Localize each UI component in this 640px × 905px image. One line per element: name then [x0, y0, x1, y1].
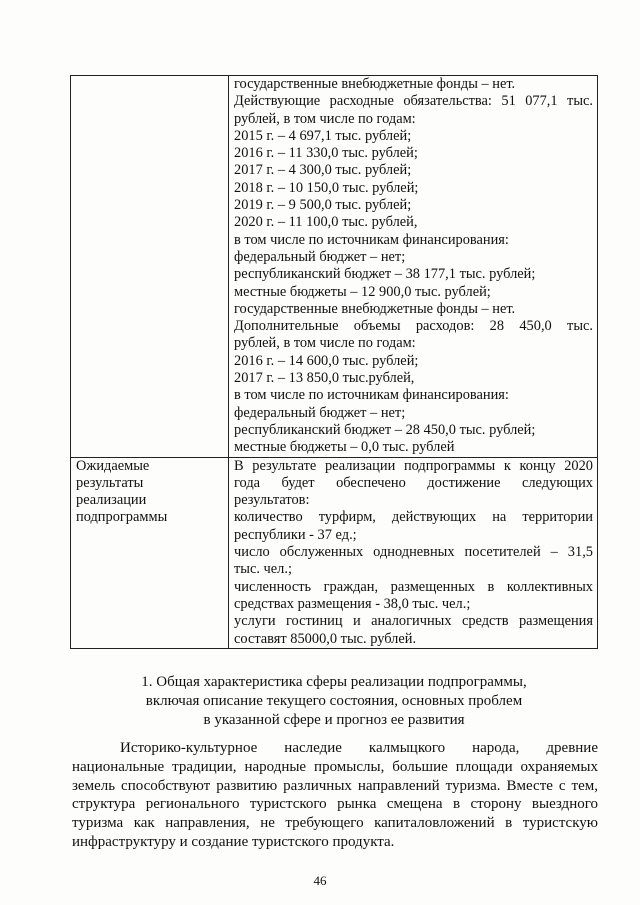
- results-line: составят 85000,0 тыс. рублей.: [234, 630, 417, 647]
- funding-line: 2016 г. – 11 330,0 тыс. рублей;: [234, 145, 418, 162]
- body-paragraph: [72, 739, 598, 852]
- funding-line: государственные внебюджетные фонды – нет.: [234, 300, 516, 317]
- funding-line: федеральный бюджет – нет;: [234, 404, 406, 421]
- paragraph-line: Историко-культурное наследие калмыцкого народа, древние: [120, 740, 598, 756]
- funding-line: в том числе по источникам финансирования:: [234, 231, 509, 248]
- heading-line: в указанной сфере и прогноз ее развития: [203, 712, 465, 728]
- passport-table: [70, 75, 598, 649]
- results-line: республики - 37 ед.;: [234, 526, 357, 543]
- results-line: численность граждан, размещенных в коллективных: [234, 578, 593, 595]
- funding-line: федеральный бюджет – нет;: [234, 248, 406, 265]
- table-row: [71, 457, 598, 648]
- funding-line: 2017 г. – 13 850,0 тыс.рублей,: [234, 370, 415, 387]
- label-line: Ожидаемые: [76, 457, 150, 474]
- funding-line: 2015 г. – 4 697,1 тыс. рублей;: [234, 127, 412, 144]
- paragraph-line: структура регионального туристского рынка смещена в сторону выездного: [72, 796, 598, 813]
- expected-results-cell: [229, 457, 598, 648]
- expected-results-label: [71, 457, 229, 648]
- funding-cell: [229, 76, 598, 458]
- paragraph-line: земель способствуют развитию различных направлений туризма. Вместе с тем,: [72, 777, 598, 794]
- section-heading: [70, 673, 598, 730]
- funding-line: рублей, в том числе по годам:: [234, 110, 416, 127]
- results-line: В результате реализации подпрограммы к концу 2020: [234, 457, 593, 474]
- funding-line: местные бюджеты – 12 900,0 тыс. рублей;: [234, 283, 491, 300]
- paragraph-line: национальные традиции, народные промыслы, большие площади охраняемых: [72, 758, 598, 775]
- table-row: [71, 76, 598, 458]
- label-line: реализации: [76, 492, 147, 509]
- label-line: подпрограммы: [76, 509, 168, 526]
- funding-line: в том числе по источникам финансирования:: [234, 387, 509, 404]
- results-line: результатов:: [234, 492, 310, 509]
- results-line: года будет обеспечено достижение следующих: [234, 474, 593, 491]
- funding-line: республиканский бюджет – 38 177,1 тыс. рублей;: [234, 266, 536, 283]
- funding-line: Действующие расходные обязательства: 51 077,1 тыс.: [234, 93, 593, 110]
- results-line: тыс. чел.;: [234, 561, 292, 578]
- results-line: услуги гостиниц и аналогичных средств размещения: [234, 613, 593, 630]
- funding-line: 2017 г. – 4 300,0 тыс. рублей;: [234, 162, 412, 179]
- funding-line: рублей, в том числе по годам:: [234, 335, 416, 352]
- row-label-empty: [71, 76, 229, 458]
- funding-line: Дополнительные объемы расходов: 28 450,0 тыс.: [234, 318, 593, 335]
- results-line: число обслуженных однодневных посетителей – 31,5: [234, 544, 593, 561]
- results-line: количество турфирм, действующих на территории: [234, 509, 593, 526]
- funding-line: государственные внебюджетные фонды – нет.: [234, 76, 516, 92]
- heading-line: 1. Общая характеристика сферы реализации подпрограммы,: [141, 674, 527, 690]
- funding-line: местные бюджеты – 0,0 тыс. рублей: [234, 439, 455, 456]
- funding-line: 2020 г. – 11 100,0 тыс. рублей,: [234, 214, 418, 231]
- funding-line: республиканский бюджет – 28 450,0 тыс. рублей;: [234, 421, 536, 438]
- page-number: 46: [313, 873, 327, 888]
- label-line: результаты: [76, 474, 144, 491]
- results-line: средствах размещения - 38,0 тыс. чел.;: [234, 595, 471, 612]
- funding-line: 2018 г. – 10 150,0 тыс. рублей;: [234, 179, 419, 196]
- heading-line: включая описание текущего состояния, основных проблем: [145, 693, 523, 709]
- paragraph-line: инфраструктуру и создание туристского продукта.: [72, 833, 395, 850]
- funding-line: 2016 г. – 14 600,0 тыс. рублей;: [234, 352, 419, 369]
- paragraph-line: туризма как направления, не требующего капиталовложений в туристскую: [72, 815, 598, 832]
- funding-line: 2019 г. – 9 500,0 тыс. рублей;: [234, 197, 412, 214]
